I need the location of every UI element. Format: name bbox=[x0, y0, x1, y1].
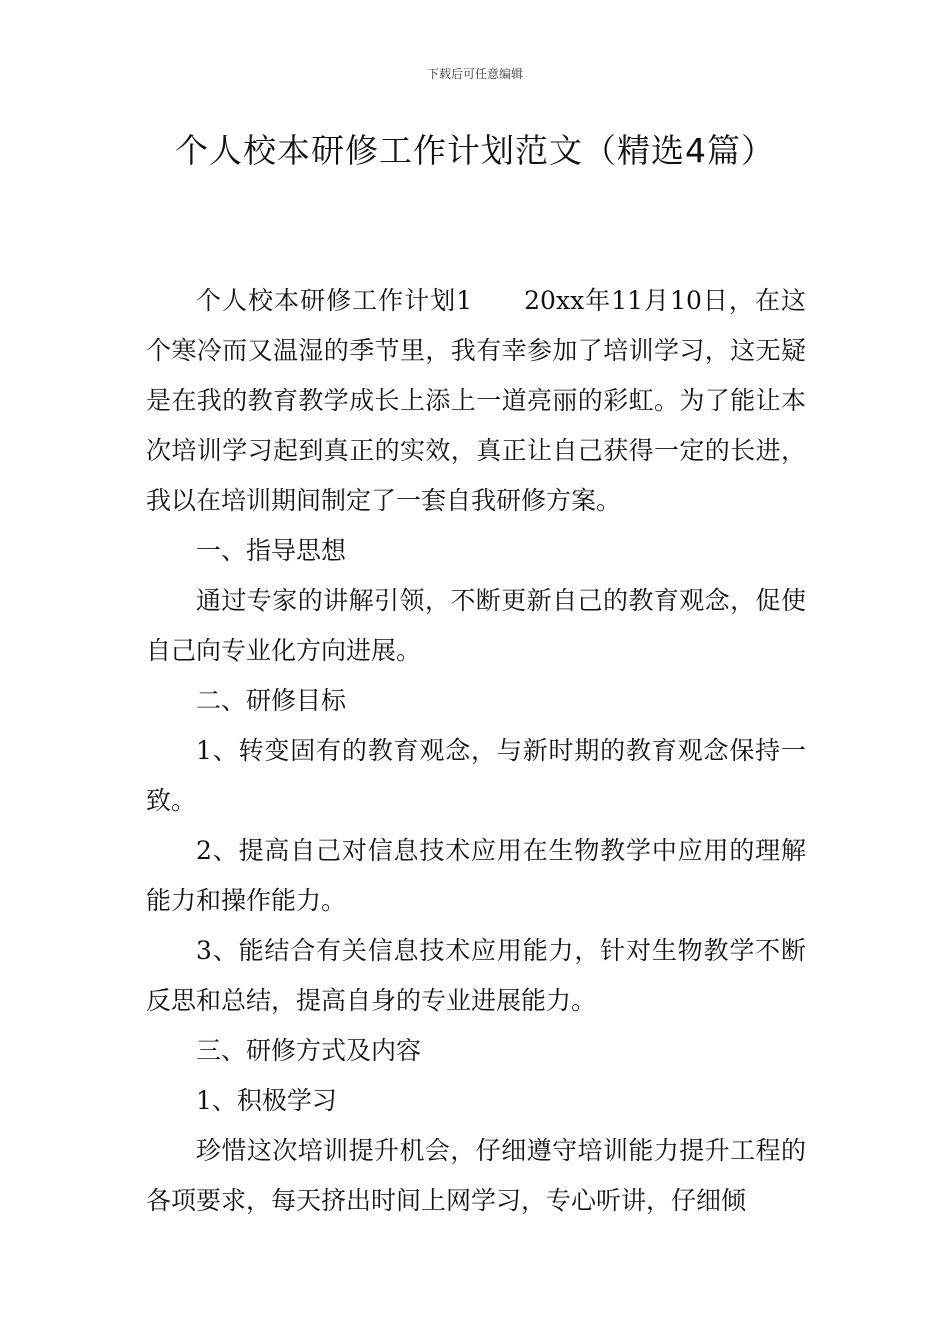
document-body bbox=[146, 276, 806, 1226]
section-heading-research-goals: 二、研修目标 bbox=[196, 686, 347, 715]
page-header-note: 下载后可任意编辑 bbox=[426, 67, 523, 81]
plan-heading: 个人校本研修工作计划1 bbox=[196, 286, 473, 315]
body-paragraph: 珍惜这次培训提升机会，仔细遵守培训能力提升工程的各项要求，每天挤出时间上网学习，专心听讲，仔细倾 bbox=[146, 1136, 806, 1215]
section-heading-guiding-thought: 一、指导思想 bbox=[196, 536, 347, 565]
intro-text: 20xx年11月10日，在这个寒冷而又温湿的季节里，我有幸参加了培训学习，这无疑是在我的教育教学成长上添上一道亮丽的彩虹。为了能让本次培训学习起到真正的实效，真正让自己获得一定的长进，我以在培训期间制定了一套自我研修方案。 bbox=[146, 286, 806, 515]
goal-item: 2、提高自己对信息技术应用在生物教学中应用的理解能力和操作能力。 bbox=[146, 836, 806, 915]
section-heading-methods: 三、研修方式及内容 bbox=[196, 1036, 422, 1065]
goal-item: 1、转变固有的教育观念，与新时期的教育观念保持一致。 bbox=[146, 736, 806, 815]
intro-paragraph bbox=[146, 276, 806, 526]
subsection-heading: 1、积极学习 bbox=[196, 1086, 337, 1115]
body-paragraph: 通过专家的讲解引领，不断更新自己的教育观念，促使自己向专业化方向进展。 bbox=[146, 586, 806, 665]
goal-item: 3、能结合有关信息技术应用能力，针对生物教学不断反思和总结，提高自身的专业进展能力。 bbox=[146, 936, 806, 1015]
document-title: 个人校本研修工作计划范文（精选4篇） bbox=[175, 131, 775, 170]
